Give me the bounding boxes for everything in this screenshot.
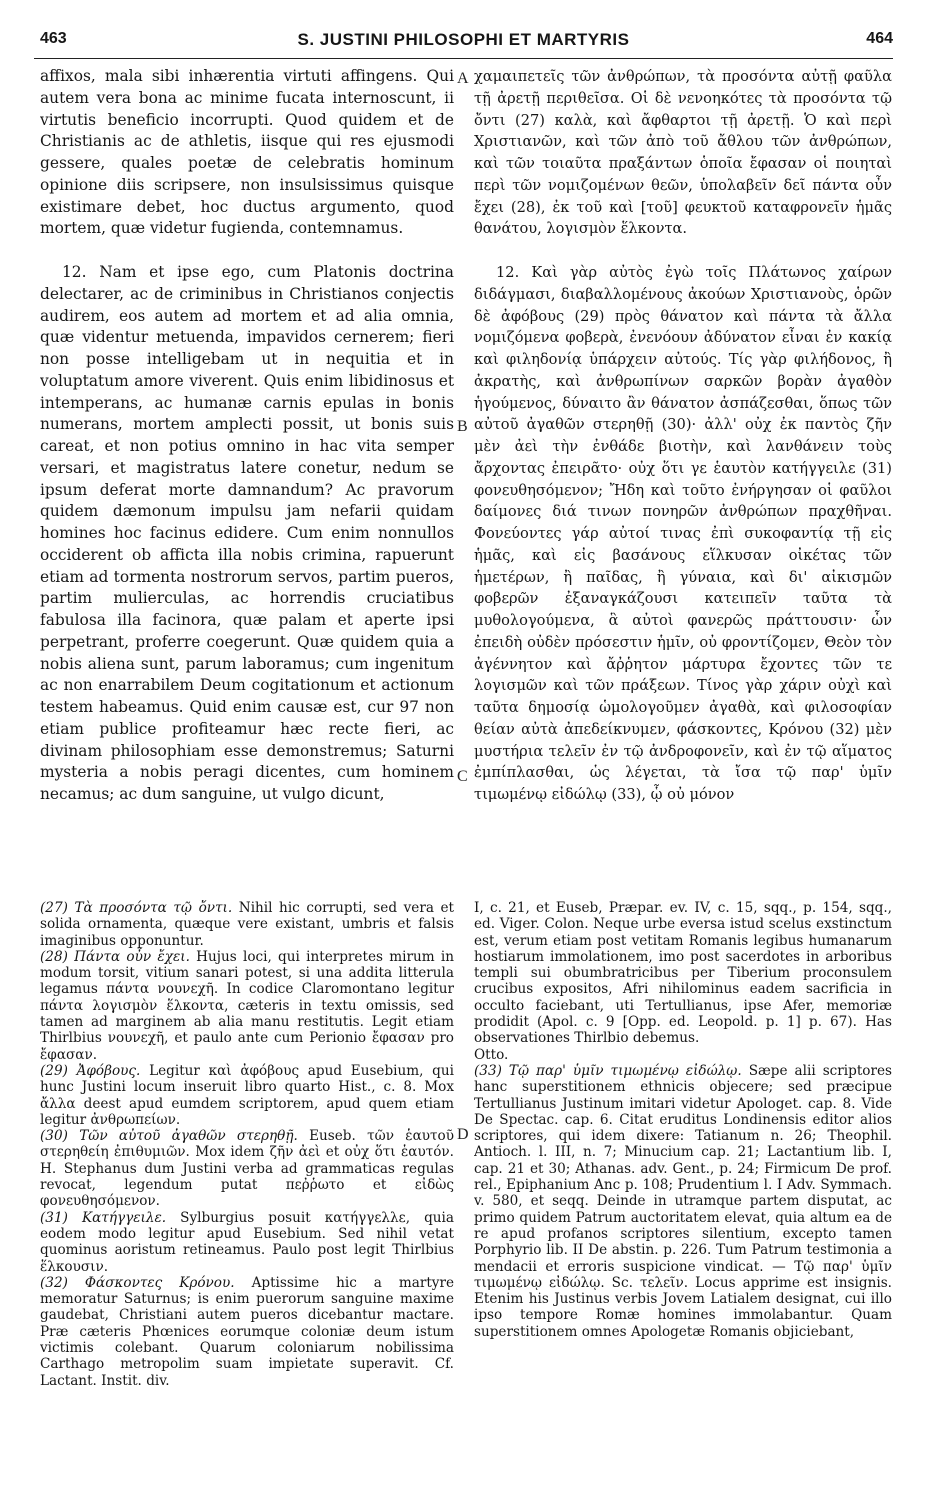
margin-marker-d: D — [457, 1126, 469, 1143]
latin-paragraph-1: affixos, mala sibi inhærentia virtuti affingens. Qui autem vera bona ac minime fucata internoscunt, ii virtutis beneficio incorrupti. Quod quidem et de Christianis ac de athletis, iisque qui res ejusmodi gessere, quales poetæ de celebratis hominum opinione diis scripsere, non insulsissimus quisque existimare debet, hoc ductus argumento, quod mortem, quæ videtur fugienda, contemnamus. — [40, 67, 454, 238]
header-rule — [34, 58, 893, 59]
greek-paragraph-1: χαμαιπετεῖς τῶν ἀνθρώπων, τὰ προσόντα αὐτῇ φαῦλα τῇ ἀρετῇ περιθεῖσα. Οἱ δὲ νενοηκότες τὰ προσόντα τῷ ὄντι (27) καλὰ, καὶ ἄφθαρτοι τῇ ἀρετῇ. Ὁ καὶ περὶ Χριστιανῶν, καὶ τῶν ἀπὸ τοῦ ἄθλου τῶν ἀνθρώπων, καὶ τῶν τοιαῦτα πραξάντων ὁποῖα ἔφασαν οἱ ποιηταὶ περὶ τῶν νομιζομένων θεῶν, ὑπολαβεῖν δεῖ πάντα οὖν ἔχει (28), ἐκ τοῦ καὶ [τοῦ] φευκτοῦ καταφρονεῖν ἡμᾶς θανάτου, λογισμὸν ἕλκοντα. — [474, 68, 892, 238]
footnote-32-continued: I, c. 21, et Euseb, Præpar. ev. IV, c. 15, sqq., p. 154, sqq., ed. Viger. Colon. Neque urbe eversa istud scelus exstinctum est, verum etiam post vetitam Romanis legibus humanarum hostiarum immolationem, imo post sacerdotes in arboribus templi sui obumbratricibus per Tiberium proconsulem crucibus expositos, Afri nihilominus eadem sacrificia in occulto faciebant, uti Tertullianus, ipse Afer, memoriæ prodidit (Apol. c. 9 [Opp. ed. Leopold. p. 1] p. 67). Has observationes Thirlbio debemus. — [474, 900, 892, 1047]
running-title: S. JUSTINI PHILOSOPHI ET MARTYRIS — [297, 30, 630, 49]
footnote-27: (27) Τὰ προσόντα τῷ ὄντι. Nihil hic corrupti, sed vera et solida ornamenta, quæque vere existant, umbris et falsis imaginibus opponuntur. — [40, 900, 454, 949]
margin-marker-b: B — [457, 418, 468, 435]
footnote-28: (28) Πάντα οὖν ἔχει. Hujus loci, qui interpretes mirum in modum torsit, vitium sanari potest, si una addita litterula legamus πάντα νουνεχῆ. In codice Claromontano legitur πάντα λογισμὸν ἕλκοντα, cæteris in textu omissis, sed tamen ad marginem ab alia manu restitutis. Legit etiam Thirlbius νουνεχῆ, et paulo ante cum Perionio ἔφασαν pro ἔφασαν. — [40, 948, 454, 1063]
footnote-33: (33) Τῷ παρ' ὑμῖν τιμωμένῳ εἰδώλῳ. Sæpe alii scriptores hanc superstitionem ethnicis objecere; sed præcipue Tertullianus Justinum imitari videtur Apologet. cap. 8. Vide De Spectac. cap. 6. Citat eruditus Londinensis editor alios scriptores, qui idem dixere: Tatianum n. 26; Theophil. Antioch. l. III, n. 7; Minucium cap. 21; Lactantium lib. I, cap. 21 et 30; Athanas. adv. Gent., p. 24; Firmicum De prof. rel., Epiphanium Anc p. 108; Prudentium l. I Adv. Symmach. v. 580, et seqq. Deinde in utramque partem disputat, ac primo quidem Patrum auctoritatem elevat, quia altum ea de re apud profanos scriptores silentium, excepto tamen Porphyrio lib. II De abstin. p. 226. Tum Patrum testimonia a mendacii et erroris suspicione vindicat. — Τῷ παρ' ὑμῖν τιμωμένῳ εἰδώλῳ. Sc. τελεῖν. Locus apprime est insignis. Etenim his Justinus verbis Jovem Latialem designat, cui illo ipso tempore Romæ homines immolabantur. Quam superstitionem omnes Apologetæ Romanis objiciebant, — [474, 1062, 892, 1340]
latin-paragraph-2: 12. Nam et ipse ego, cum Platonis doctrina delectarer, ac de criminibus in Christianos conjectis audirem, eos autem ad mortem et ad alia omnia, quæ videntur metuenda, impavidos cernerem; fieri non posse intelligebam ut in nequitia et in voluptatum amore viverent. Quis enim libidinosus et intemperans, ac humanæ carnis epulas in bonis numerans, mortem amplecti possit, ut bonis suis careat, et non potius omnino in hac vita semper versari, et magistratus latere conetur, nedum se ipsum deferat morte damnandum? Ac pravorum quidem dæmonum impulsu jam nefarii quidam homines hoc facinus edidere. Cum enim nonnullos occiderent ob afficta illa nobis crimina, rapuerunt etiam ad tormenta nostrorum servos, partim pueros, partim mulierculas, ac horrendis cruciatibus fabulosa illa facinora, quæ palam et aperte ipsi perpetrant, proferre coegerunt. Quæ quidem quia a nobis aliena sunt, parum laboramus; cum ingenitum ac non enarrabilem Deum cogitationum et actionum testem habeamus. Quid enim causæ est, cur 97 non etiam publice profiteamur hæc recte fieri, ac divinam philosophiam esse demonstremus; Saturni mysteria a nobis peragi dicentes, cum hominem necamus; ac dum sanguine, ut vulgo dicunt, — [40, 263, 454, 803]
margin-marker-c: C — [457, 768, 468, 785]
footnote-attribution: Otto. — [474, 1046, 509, 1063]
latin-column — [40, 66, 454, 806]
footnote-32: (32) Φάσκοντες Κρόνου. Aptissime hic a martyre memoratur Saturnus; is enim puerorum sanguine maxime gaudebat, Christiani autem pueros dicebantur mactare. Præ cæteris Phœnices eorumque coloniæ deum istum victimis colebant. Quarum coloniarum nobilissima Carthago metropolim suam impietate superavit. Cf. Lactant. Instit. div. — [40, 1274, 454, 1389]
footnotes-right — [474, 900, 892, 1340]
footnote-30: (30) Τῶν αὐτοῦ ἀγαθῶν στερηθῇ. Euseb. τῶν ἑαυτοῦ στερηθείη ἐπιθυμιῶν. Mox idem ζῆν ἀεὶ et οὐχ ὅτι ἑαυτόν. H. Stephanus dum Justini verba ad grammaticas regulas revocat, legendum putat πεῤῥωτο et εἰδὼς φονευθησόμενον. — [40, 1128, 454, 1210]
running-header — [34, 26, 893, 56]
footnote-29: (29) Ἀφόβους. Legitur καὶ ἀφόβους apud Eusebium, qui hunc Justini locum inseruit libro quarto Hist., c. 8. Mox ἄλλα deest apud eumdem scriptorem, apud quem etiam legitur ἀνθρωπείων. — [40, 1062, 454, 1128]
margin-marker-a: A — [457, 70, 469, 87]
greek-paragraph-2: 12. Καὶ γὰρ αὐτὸς ἐγὼ τοῖς Πλάτωνος χαίρων διδάγμασι, διαβαλλομένους ἀκούων Χριστιανοὺς, ὁρῶν δὲ ἀφόβους (29) πρὸς θάνατον καὶ πάντα τὰ ἄλλα νομιζόμενα φοβερὰ, ἐνενόουν ἀδύνατον εἶναι ἐν κακίᾳ καὶ φιληδονίᾳ ὑπάρχειν αὐτούς. Τίς γὰρ φιλήδονος, ἢ ἀκρατὴς, καὶ ἀνθρωπίνων σαρκῶν βορὰν ἀγαθὸν ἡγούμενος, δύναιτο ἂν θάνατον ἀσπάζεσθαι, ὅπως τῶν αὐτοῦ ἀγαθῶν στερηθῇ (30)· ἀλλ' οὐχ ἐκ παντὸς ζῆν μὲν ἀεὶ τὴν ἐνθάδε βιοτὴν, καὶ λανθάνειν τοὺς ἄρχοντας ἐπειρᾶτο· οὐχ ὅτι γε ἑαυτὸν κατήγγειλε (31) φονευθησόμενον; Ἤδη καὶ τοῦτο ἐνήργησαν οἱ φαῦλοι δαίμονες διά τινων πονηρῶν ἀνθρώπων πραχθῆναι. Φονεύοντες γάρ αὐτοί τινας ἐπὶ συκοφαντίᾳ τῇ εἰς ἡμᾶς, καὶ εἰς βασάνους εἵλκυσαν οἰκέτας τῶν ἡμετέρων, ἢ παῖδας, ἢ γύναια, καὶ δι' αἰκισμῶν φοβερῶν ἐξαναγκάζουσι κατειπεῖν ταῦτα τὰ μυθολογούμενα, ἃ αὐτοὶ φανερῶς πράττουσιν· ὧν ἐπειδὴ οὐδὲν πρόσεστιν ἡμῖν, οὐ φροντίζομεν, Θεὸν τὸν ἀγέννητον καὶ ἄῤῥητον μάρτυρα ἔχοντες τῶν τε λογισμῶν καὶ τῶν πράξεων. Τίνος γὰρ χάριν οὐχὶ καὶ ταῦτα δημοσίᾳ ὡμολογοῦμεν ἀγαθὰ, καὶ φιλοσοφίαν θείαν αὐτὰ ἀπεδείκνυμεν, φάσκοντες, Κρόνου (32) μὲν μυστήρια τελεῖν ἐν τῷ ἀνδροφονεῖν, καὶ ἐν τῷ αἵματος ἐμπίπλασθαι, ὡς λέγεται, τὰ ἴσα τῷ παρ' ὑμῖν τιμωμένῳ εἰδώλῳ (33), ᾧ οὐ μόνον — [474, 264, 892, 803]
footnotes-left — [40, 900, 454, 1389]
greek-column — [474, 66, 892, 806]
page-number-left: 463 — [40, 30, 67, 47]
page-number-right: 464 — [866, 30, 893, 47]
footnote-31: (31) Κατήγγειλε. Sylburgius posuit κατήγγελλε, quia eodem modo legitur apud Eusebium. Sed nihil vetat quominus aoristum retineamus. Paulo post legit Thirlbius ἕλκουσιν. — [40, 1209, 454, 1275]
